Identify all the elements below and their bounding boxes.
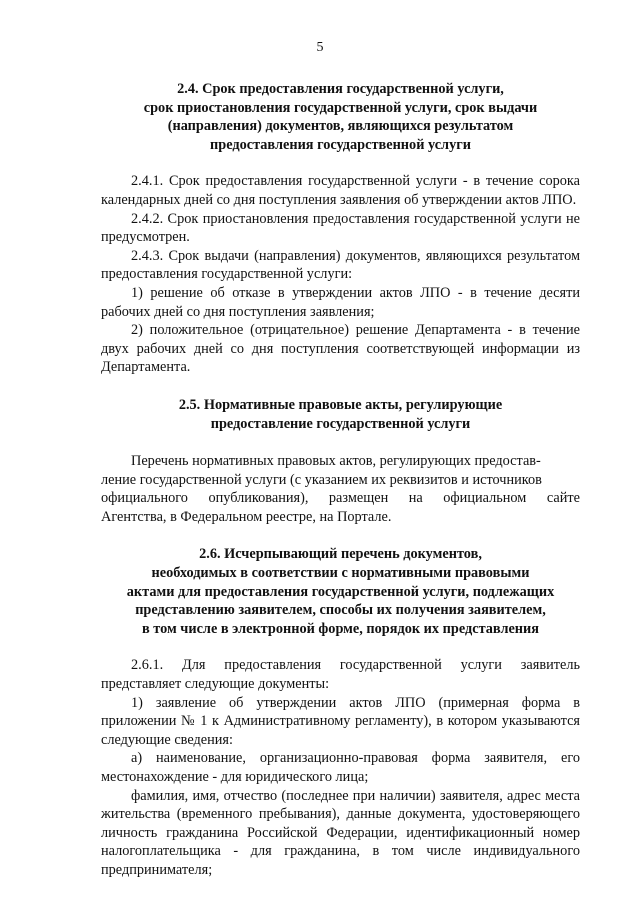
heading-line: представлению заявителем, способы их получения заявителем,	[135, 602, 546, 619]
heading-line: необходимых в соответствии с нормативными правовыми	[151, 565, 530, 582]
page-number: 5	[316, 40, 324, 55]
paragraph-2-4-1: 2.4.1. Срок предоставления государственной услуги - в течение сорока календарных дней со дня поступления заявления об утверждении актов ЛПО.	[101, 173, 580, 208]
heading-line: в том числе в электронной форме, порядок их представления	[141, 620, 540, 637]
list-item-1: 1) заявление об утверждении актов ЛПО (примерная форма в приложении № 1 к Административному регламенту), в котором указываются следующие сведения:	[101, 694, 580, 748]
paragraph-2-5	[101, 452, 580, 526]
text-line: Перечень нормативных правовых актов, регулирующих предостав-	[131, 453, 541, 470]
section-2-5-heading	[101, 396, 580, 433]
section-2-6-heading	[101, 545, 580, 638]
document-body	[101, 80, 580, 880]
heading-line: 2.4. Срок предоставления государственной услуги,	[177, 81, 504, 97]
word: официального	[101, 490, 188, 507]
heading-line: предоставления государственной услуги	[210, 136, 471, 153]
paragraph-2-4-3: 2.4.3. Срок выдачи (направления) документов, являющихся результатом предоставления государственной услуги:	[101, 247, 580, 283]
heading-line: 2.6. Исчерпывающий перечень документов,	[199, 546, 482, 563]
paragraph-2-4-2: 2.4.2. Срок приостановления предоставления государственной услуги не предусмотрен.	[101, 210, 580, 246]
text-line: Агентства, в Федеральном реестре, на Портале.	[101, 508, 392, 525]
text-line: ление государственной услуги (с указанием их реквизитов и источников	[101, 471, 542, 488]
word: сайте	[546, 490, 580, 507]
heading-line: 2.5. Нормативные правовые акты, регулирующие	[178, 396, 503, 413]
list-item-2: 2) положительное (отрицательное) решение Департамента - в течение двух рабочих дней со дня поступления соответствующей информации из Департамента.	[101, 322, 580, 376]
sub-item-a: а) наименование, организационно-правовая форма заявителя, его местонахождение - для юридического лица;	[101, 750, 580, 785]
heading-line: срок приостановления государственной услуги, срок выдачи	[143, 99, 538, 116]
heading-line: (направления) документов, являющихся результатом	[167, 118, 514, 135]
text-line-justified	[101, 489, 580, 508]
section-2-4-heading	[101, 80, 580, 154]
heading-line: предоставление государственной услуги	[210, 415, 471, 432]
list-item-1: 1) решение об отказе в утверждении актов ЛПО - в течение десяти рабочих дней со дня поступления заявления;	[101, 284, 580, 320]
word: на	[408, 490, 423, 507]
word: официальном	[443, 490, 527, 507]
word: размещен	[328, 490, 389, 507]
paragraph-individual: фамилия, имя, отчество (последнее при наличии) заявителя, адрес места жительства (временного пребывания), данные документа, удостоверяющего личность гражданина Российской Федерации, идентификационный номер налогоплательщика - для гражданина, в том числе индивидуального предпринимателя;	[101, 787, 580, 878]
paragraph-2-6-1: 2.6.1. Для предоставления государственной услуги заявитель представляет следующие документы:	[101, 657, 580, 693]
heading-line: актами для предоставления государственной услуги, подлежащих	[126, 583, 555, 600]
word: опубликования),	[208, 490, 309, 507]
